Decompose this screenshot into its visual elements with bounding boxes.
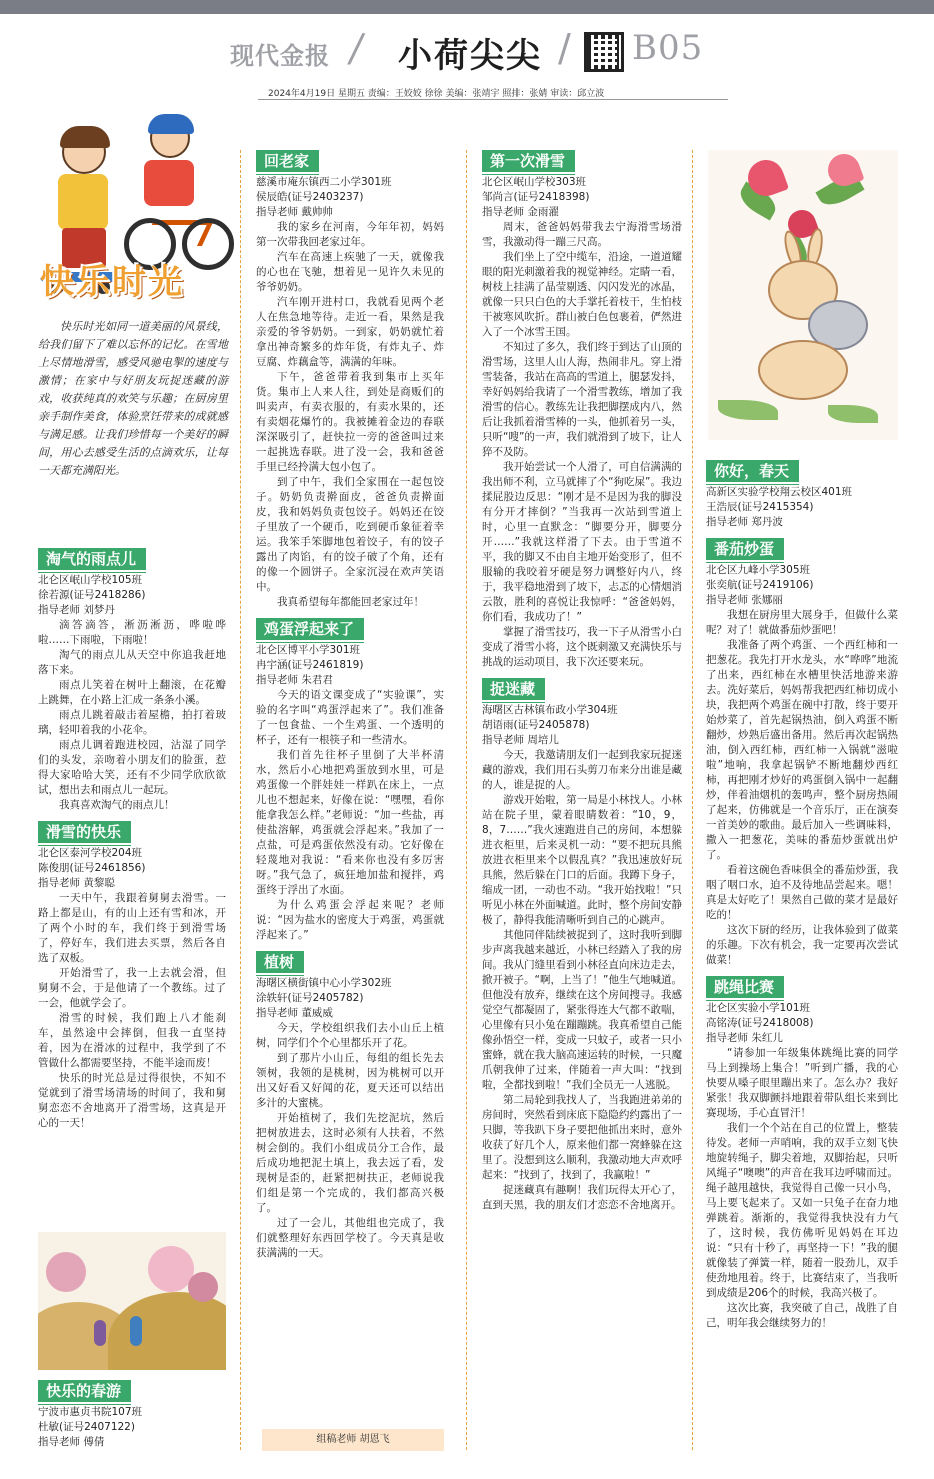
- paragraph: 今天，我邀请朋友们一起到我家玩捉迷藏的游戏，我们用石头剪刀布来分出谁是藏的人，谁是捉的人。: [482, 749, 682, 791]
- kid-shirt: [144, 160, 194, 206]
- article-student: 王浩辰(证号2415354): [706, 501, 814, 513]
- article-teacher: 指导老师 朱君君: [256, 674, 333, 686]
- column-2: [256, 148, 444, 1261]
- article-title: 快乐的春游: [38, 1380, 131, 1402]
- article-school: 海曙区横街镇中心小学302班: [256, 977, 392, 989]
- qr-code-icon: [584, 32, 624, 72]
- paragraph: 不知过了多久，我们终于到达了山顶的滑雪场，这里人山人海，热闹非凡。穿上滑雪装备，我站在高高的雪道上，腿瑟发抖，幸好妈妈给我请了一个滑雪教练，增加了我滑雪的信心。教练先让我把脚摆成内八，然后让我抓着滑雪棒的一头，他抓着另一头，只听“嗖”的一声，我们就滑到了坡下，让人猝不及防。: [482, 341, 682, 458]
- article-title: 你好，春天: [706, 460, 799, 482]
- paragraph: 为什么鸡蛋会浮起来呢？老师说：“因为盐水的密度大于鸡蛋，鸡蛋就浮起来了。”: [256, 899, 444, 941]
- article-title: 植树: [256, 951, 304, 973]
- article-title: 捉迷藏: [482, 678, 545, 700]
- paragraph: 到了那片小山丘，每组的组长先去领树，我领的是桃树，因为桃树可以开出又好看又好闻的花，夏天还可以结出多汁的大蜜桃。: [256, 1052, 444, 1109]
- paragraph: 我们一个个站在自己的位置上，整装待发。老师一声哨响，我的双手立刻飞快地旋转绳子，脚尖着地，双脚抬起，只听风绳子“噢噢”的声音在我耳边呼啸而过。绳子越甩越快，我觉得自己像一只小鸟，马上要飞起来了。又如一只兔子在奋力地弹跳着。渐渐的，我觉得我快没有力气了，这时候，我仿佛听见妈妈在耳边说：“只有十秒了，再坚持一下！”我的腿就像装了弹簧一样，随着一股劲儿，双手使劲地甩着。终于，比赛结束了，当我听到成绩是206个的时候，我高兴极了。: [706, 1122, 898, 1299]
- paragraph: 雨点儿跳着敲击着屋檐，拍打着玻璃，轻叩着我的小花伞。: [38, 709, 226, 736]
- article-student: 陈俊朋(证号2461856): [38, 862, 146, 874]
- column-divider: [692, 150, 693, 1450]
- masthead-slash: /: [558, 26, 571, 70]
- paragraph: “请参加一年级集体跳绳比赛的同学马上到操场上集合！”听到广播，我的心快要从嗓子眼里蹦出来了。怎么办？我好紧张！我双脚颤抖地跟着带队组长来到比赛现场，手心直冒汗！: [706, 1047, 898, 1119]
- paragraph: 这次下厨的经历，让我体验到了做菜的乐趣。下次有机会，我一定要再次尝试做菜！: [706, 924, 898, 966]
- spring-outing-painting: [38, 1232, 226, 1370]
- article-school: 北仑区岷山学校105班: [38, 574, 143, 586]
- article-teacher: 指导老师 戴帅帅: [256, 206, 333, 218]
- article-title: 番茄炒蛋: [706, 538, 784, 560]
- article-school: 北仑区岷山学校303班: [482, 176, 587, 188]
- article-teacher: 指导老师 金雨濯: [482, 206, 559, 218]
- article-teacher: 指导老师 黄黎聪: [38, 877, 115, 889]
- paragraph: 我真喜欢淘气的雨点儿！: [59, 799, 175, 811]
- article-school: 慈溪市庵东镇西二小学301班: [256, 176, 392, 188]
- article-school: 高新区实验学校翔云校区401班: [706, 486, 853, 498]
- article-student: 邹尚言(证号2418398): [482, 191, 590, 203]
- article-student: 徐若源(证号2418286): [38, 589, 146, 601]
- paragraph: 我真希望每年都能回老家过年！: [277, 596, 424, 608]
- paragraph: 周末，爸爸妈妈带我去宁海滑雪场滑雪，我激动得一蹦三尺高。: [482, 221, 682, 248]
- article-title: 滑雪的快乐: [38, 821, 131, 843]
- dateline: 2024年4月19日 星期五 责编：王姣姣 徐徐 美编：张靖宇 照排：张婧 审读：邱立波: [268, 89, 605, 99]
- paragraph: 我准备了两个鸡蛋、一个西红柿和一把葱花。我先打开水龙头，水“哗哗”地流了出来，西红柿在水槽里快活地游来游去。洗好菜后，妈妈帮我把西红柿切成小块，我把两个鸡蛋在碗中打散，终于要开始炒菜了，首先起锅热油，倒入鸡蛋不断翻炒，炒熟后盛出备用。然后再次起锅热油，倒入西红柿，西红柿一入锅就“滋啦啦”地响，我拿起锅铲不断地翻炒西红柿，再把刚才炒好的鸡蛋倒入锅中一起翻炒，伴着油烟机的轰鸣声，整个厨房热闹了起来，仿佛就是一个音乐厅，正在演奏一首美妙的歌曲。最后加入一些调味料，撒入一把葱花，美味的番茄炒蛋就出炉了。: [706, 639, 898, 861]
- kid-shirt: [58, 174, 108, 230]
- article-title: 回老家: [256, 150, 319, 172]
- article-student: 高铭涛(证号2418008): [706, 1017, 814, 1029]
- article-school: 北仑区九峰小学305班: [706, 564, 811, 576]
- article-teacher: 指导老师 张娜丽: [706, 594, 783, 606]
- paragraph: 到了中午，我们全家围在一起包饺子。奶奶负责擀面皮，爸爸负责擀面皮，我和妈妈负责包饺子。妈妈还在饺子里放了一个硬币，吃到硬币象征着幸运。我笨手笨脚地包着饺子，有的饺子露出了肉馅，有的饺子破了个角，还有的像一个圆饼子。全家沉浸在欢声笑语中。: [256, 476, 444, 593]
- paragraph: 开始滑雪了，我一上去就会滑，但舅舅不会，于是他请了一个教练。过了一会，他就学会了。: [38, 967, 226, 1009]
- paragraph: 滴答滴答，淅沥淅沥，哗啦哗啦……下雨啦，下雨啦！: [38, 619, 226, 646]
- paragraph: 第二局轮到我找人了，当我跑进弟弟的房间时，突然看到床底下隐隐约约露出了一只脚，等我趴下身子要把他抓出来时，意外收获了好几个人，原来他们都一窝蜂躲在这里了。没想到这么顺利，我激动地大声欢呼起来：“找到了，找到了，我赢啦！”: [482, 1094, 682, 1181]
- paragraph: 今天，学校组织我们去小山丘上植树，同学们个个心里都乐开了花。: [256, 1022, 444, 1049]
- article-school: 海曙区古林镇布政小学304班: [482, 704, 618, 716]
- article-teacher: 指导老师 董威威: [256, 1007, 333, 1019]
- paper-name: 现代金报: [230, 41, 330, 70]
- section-name: 小荷尖尖: [398, 36, 542, 76]
- paragraph: 我的家乡在河南，今年年初，妈妈第一次带我回老家过年。: [256, 221, 444, 248]
- spring-painting: [708, 150, 898, 440]
- paragraph: 我想在厨房里大展身手，但做什么菜呢？对了！就做番茄炒蛋吧！: [706, 609, 898, 636]
- top-bar: [0, 0, 934, 14]
- footer-note: 组稿老师 胡恩飞: [262, 1429, 444, 1451]
- paragraph: 今天的语文课变成了“实验课”，实验的名字叫“鸡蛋浮起来了”。我们准备了一包食盐、一个生鸡蛋、一个透明的杯子，还有一根筷子和一些清水。: [256, 689, 444, 746]
- article-student: 杜敏(证号2407122): [38, 1421, 135, 1433]
- paragraph: 捉迷藏真有趣啊！我们玩得太开心了，直到天黑，我的朋友们才恋恋不舍地离开。: [482, 1184, 682, 1211]
- paragraph: 掌握了滑雪技巧，我一下子从滑雪小白变成了滑雪小将，这个既刺激又充满快乐与挑战的运动项目，我下次还要来玩。: [482, 626, 682, 668]
- column-4: [706, 452, 898, 1331]
- article-teacher: 指导老师 刘梦丹: [38, 604, 115, 616]
- paragraph: 雨点儿调着跑进校园，沾湿了同学们的头发，亲吻着小朋友们的脸蛋，惹得大家哈哈大笑，还有不少同学欣欣欲试，想出去和雨点儿一起玩。: [38, 739, 226, 796]
- page-number: B05: [632, 28, 704, 68]
- article-student: 涂轶轩(证号2405782): [256, 992, 364, 1004]
- article-teacher: 指导老师 傅倩: [38, 1436, 105, 1448]
- article-student: 侯辰皓(证号2403237): [256, 191, 364, 203]
- article-school: 北仑区泰河学校204班: [38, 847, 143, 859]
- paragraph: 开始植树了，我们先挖泥坑，然后把树放进去，这时必须有人扶着，不然树会倒的。我们小组成员分工合作，最后成功地把泥土填上，我去远了看，发现树是歪的，赶紧把树扶正，老师说我们组是第一个完成的，我们都高兴极了。: [256, 1112, 444, 1214]
- article-school: 北仑区博平小学301班: [256, 644, 361, 656]
- masthead: [180, 22, 740, 78]
- article-title: 跳绳比赛: [706, 976, 784, 998]
- article-teacher: 指导老师 郑丹波: [706, 516, 783, 528]
- hero-intro: 快乐时光如同一道美丽的风景线，给我们留下了难以忘怀的记忆。在雪地上尽情地滑雪，感受风驰电掣的速度与激情；在家中与好朋友玩捉迷藏的游戏，收获纯真的欢笑与乐趣；在厨房里亲手制作美食，体验烹饪带来的成就感与满足感。让我们珍惜每一个美好的瞬间，用心去感受生活的点滴欢乐，让每一天都充满阳光。: [38, 320, 228, 477]
- column-divider: [240, 150, 241, 1450]
- paragraph: 汽车刚开进村口，我就看见两个老人在焦急地等待。走近一看，果然是我亲爱的爷爷奶奶。一到家，奶奶就忙着拿出神奇繁多的炸年货，有炸丸子、炸豆腐、炸藕盒等，满满的年味。: [256, 296, 444, 368]
- paragraph: 我们坐上了空中缆车，沿途，一道道耀眼的阳光刺激着我的视觉神经。定睛一看，树枝上挂满了晶莹剔透、闪闪发光的冰晶，就像一只只白色的大手掌托着枝干，生怕枝干被寒风吹折。群山被白色包裹着，俨然进入了一个冰雪王国。: [482, 251, 682, 338]
- article-student: 冉宇涵(证号2461819): [256, 659, 364, 671]
- paragraph: 过了一会儿，其他组也完成了，我们就整理好东西回学校了。今天真是收获满满的一天。: [256, 1217, 444, 1259]
- spring-outing-caption: [38, 1380, 226, 1450]
- paragraph: 一天中午，我跟着舅舅去滑雪。一路上都是山，有的山上还有雪和冰，开了两个小时的车，我们终于到滑雪场了，停好车，我们进去买票，然后各自选了双板。: [38, 892, 226, 964]
- article-title: 淘气的雨点儿: [38, 548, 146, 570]
- paragraph: 滑雪的时候，我们跑上八才能刹车，虽然途中会摔倒，但我一直坚持着，因为在滑冰的过程中，我学到了不管做什么都需要坚持，不能半途而废！: [38, 1012, 226, 1069]
- paragraph: 下午，爸爸带着我到集市上买年货。集市上人来人往，到处是商贩们的叫卖声，有卖衣服的，有卖水果的，还有卖烟花爆竹的。我被摊着金边的春联深深吸引了，赶快拉一旁的爸爸叫过来一起挑选春联。进了没一会，我和爸爸手里已经拎满大包小包了。: [256, 371, 444, 473]
- article-title: 鸡蛋浮起来了: [256, 618, 364, 640]
- paragraph: 游戏开始啦，第一局是小林找人。小林站在院子里，蒙着眼睛数着：“10，9，8，7……”我火速跑进自己的房间，本想躲进衣柜里，后来灵机一动：“要不把玩具熊放进衣柜里来个以假乱真？”我迅速放好玩具熊，然后躲在门口的后面。我蹲下身子，缩成一团，一动也不动。“我开始找啦！”只听见小林在外面喊道。此时，整个房间安静极了，静得我能清晰听到自己的心跳声。: [482, 794, 682, 926]
- kid-skateboard: [62, 130, 106, 174]
- paragraph: 我们首先往杯子里倒了大半杯清水，然后小心地把鸡蛋放到水里，可是鸡蛋像一个胖娃娃一样趴在床上，一点儿也不想起来，好像在说：“嘿嘿，看你能拿我怎么样。”老师说：“加一些盐，再使盐溶解，鸡蛋就会浮起来。”我加了一点盐，可是鸡蛋依然没有动。它好像在轻蔑地对我说：“看来你也没有多厉害呀。”我气急了，疯狂地加盐和搅拌，鸡蛋终于浮出了水面。: [256, 749, 444, 896]
- header-rule: [258, 99, 728, 100]
- paragraph: 其他同伴陆续被捉到了，这时我听到脚步声离我越来越近，小林已经踏入了我的房间。我从门缝里看到小林径直向床边走去，掀开被子。“啊，上当了！”他生气地喊道。但他没有放弃，继续在这个房间搜寻。我感觉空气都凝固了，紧张得连大气都不敢喘，心里像有只小兔在蹦蹦跳。我真希望自己能像孙悟空一样，变成一只蚊子，或者一只小蜜蜂，就在我大脑高速运转的时候，一只魔爪朝我伸了过来，伴随着一声大叫：“找到啦，全都找到啦！”我们全员无一人逃脱。: [482, 929, 682, 1091]
- paragraph: 快乐的时光总是过得很快，不知不觉就到了滑雪场清场的时间了，我和舅舅恋恋不舍地离开了滑雪场，这真是开心的一天！: [38, 1072, 226, 1129]
- article-title: 第一次滑雪: [482, 150, 575, 172]
- column-divider: [466, 150, 467, 1450]
- bicycle-wheel-icon: [182, 218, 234, 270]
- article-student: 张奕航(证号2419106): [706, 579, 814, 591]
- hero-title: 快乐时光: [40, 262, 184, 302]
- paragraph: 淘气的雨点儿从天空中你追我赶地落下来。: [38, 649, 226, 676]
- column-1: [38, 540, 226, 1131]
- paragraph: 我开始尝试一个人滑了，可自信满满的我出师不利，立马就摔了个“狗吃屎”。我边揉屁股边反思：“刚才是不是因为我的脚没有分开才摔倒？”当我再一次站到雪道上时，心里一直默念：“脚要分开，脚要分开……”我就这样滑了下去。由于雪道不平，我的脚又不由自主地开始变形了，但不服输的我咬着牙硬是努力调整好内八，终于，我平稳地滑到了坡下，忐忑的心情烟消云散，胜利的喜悦让我惊呼：“爸爸妈妈，你们看，我成功了！”: [482, 461, 682, 623]
- masthead-slash: /: [346, 26, 367, 70]
- article-teacher: 指导老师 周培儿: [482, 734, 559, 746]
- article-teacher: 指导老师 朱红儿: [706, 1032, 783, 1044]
- paragraph: 汽车在高速上疾驰了一天，就像我的心也在飞驰，想着见一见许久未见的爷爷奶奶。: [256, 251, 444, 293]
- paragraph: 雨点儿笑着在树叶上翻滚，在花瓣上跳舞，在小路上汇成一条条小溪。: [38, 679, 226, 706]
- kid-bicycle: [150, 118, 190, 158]
- article-school: 北仑区实验小学101班: [706, 1002, 811, 1014]
- article-student: 胡语雨(证号2405878): [482, 719, 590, 731]
- article-school: 宁波市惠贞书院107班: [38, 1406, 143, 1418]
- column-3: [482, 148, 682, 1213]
- paragraph: 看着这碗色香味俱全的番茄炒蛋，我咽了咽口水，迫不及待地品尝起来。嗯！真是太好吃了！果然自己做的菜才是最好吃的！: [706, 864, 898, 921]
- paragraph: 这次比赛，我突破了自己，战胜了自己，明年我会继续努力的！: [706, 1302, 898, 1329]
